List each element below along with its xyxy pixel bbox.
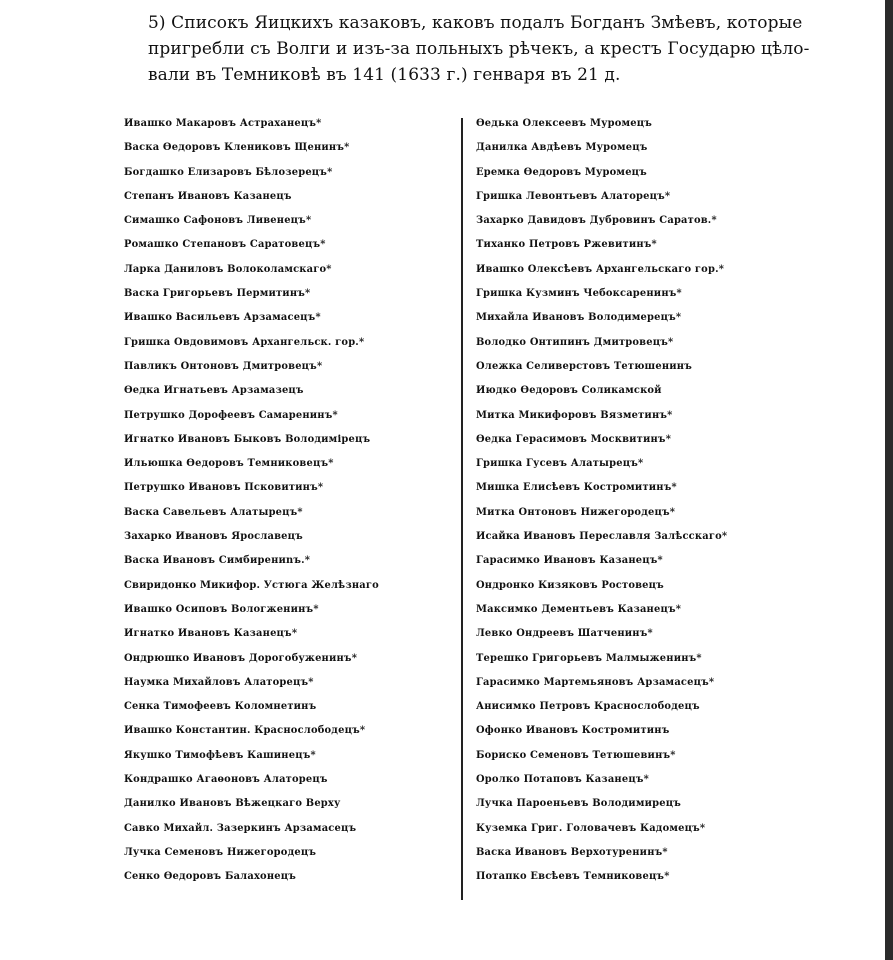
right-column-entry: Анисимко Петровъ Краснослободецъ xyxy=(476,701,700,713)
left-column-entry: Ѳедка Игнатьевъ Арзамазецъ xyxy=(124,385,304,397)
list-heading xyxy=(148,10,810,88)
left-column-entry: Наумка Михайловъ Алаторецъ* xyxy=(124,676,314,688)
right-column-entry: Левко Ондреевъ Шатченинъ* xyxy=(476,628,653,640)
right-column-entry: Лучка Пароеньевъ Володимирецъ xyxy=(476,798,681,810)
left-column-entry: Игнатко Ивановъ Казанецъ* xyxy=(124,628,298,640)
left-column-entry: Петрушко Ивановъ Псковитинъ* xyxy=(124,482,324,494)
right-column-entry: Васка Ивановъ Верхотуренинъ* xyxy=(476,846,668,858)
left-column-entry: Ивашко Осиповъ Вологженинъ* xyxy=(124,603,319,615)
left-column-entry: Степанъ Ивановъ Казанецъ xyxy=(124,190,292,202)
left-column-entry: Ларка Даниловъ Волоколамскаго* xyxy=(124,263,332,275)
right-column-entry: Данилка Авдѣевъ Муромецъ xyxy=(476,142,648,154)
left-column-entry: Васка Ѳедоровъ Клениковъ Щенинъ* xyxy=(124,142,350,154)
left-column-entry: Богдашко Елизаровъ Бѣлозерецъ* xyxy=(124,166,333,178)
right-column-entry: Ѳедька Олексеевъ Муромецъ xyxy=(476,118,653,129)
right-column-entry: Гришка Гусевъ Алатырецъ* xyxy=(476,458,644,470)
right-column-entry: Гришка Кузминъ Чебоксаренинъ* xyxy=(476,288,682,300)
right-column-entry: Еремка Ѳедоровъ Муромецъ xyxy=(476,166,647,178)
left-column-entry: Лучка Семеновъ Нижегородецъ xyxy=(124,846,317,858)
right-column-entry: Гришка Левонтьевъ Алаторецъ* xyxy=(476,190,671,202)
column-divider xyxy=(461,118,463,900)
right-column-entry: Терешко Григорьевъ Малмыженинъ* xyxy=(476,652,702,664)
name-list xyxy=(124,112,814,912)
scan-edge xyxy=(885,0,893,960)
left-column-entry: Савко Михайл. Зазеркинъ Арзамасецъ xyxy=(124,822,357,834)
left-column-entry: Васка Григорьевъ Пермитинъ* xyxy=(124,288,311,300)
left-column-entry: Сенко Ѳедоровъ Балахонецъ xyxy=(124,871,296,883)
left-column-entry: Петрушко Дорофеевъ Самаренинъ* xyxy=(124,409,338,421)
right-column-entry: Олежка Селиверстовъ Тетюшенинъ xyxy=(476,360,692,372)
right-column-entry: Володко Онтипинъ Дмитровецъ* xyxy=(476,336,674,348)
right-column-entry: Гарасимко Мартемьяновъ Арзамасецъ* xyxy=(476,676,715,688)
left-column-entry: Ивашко Макаровъ Астраханецъ* xyxy=(124,118,322,129)
left-column-entry: Якушко Тимофѣевъ Кашинецъ* xyxy=(124,749,316,761)
left-column-entry: Васка Ивановъ Симбирениnъ.* xyxy=(124,555,311,567)
right-column-entry: Захарко Давидовъ Дубровинъ Саратов.* xyxy=(476,215,717,227)
left-column-entry: Захарко Ивановъ Ярославецъ xyxy=(124,531,303,543)
right-column-entry: Митка Микифоровъ Вязметинъ* xyxy=(476,409,673,421)
left-column-entry: Ильюшка Ѳедоровъ Темниковецъ* xyxy=(124,458,334,470)
right-column-entry: Михайла Ивановъ Володимерецъ* xyxy=(476,312,682,324)
right-column-entry: Ѳедка Герасимовъ Москвитинъ* xyxy=(476,433,672,445)
right-column-entry: Тиханко Петровъ Ржевитинъ* xyxy=(476,239,657,251)
heading-line-1: 5) Списокъ Яицкихъ казаковъ, каковъ подалъ Богданъ Змѣевъ, которые xyxy=(148,13,803,33)
left-column-entry: Павликъ Онтоновъ Дмитровецъ* xyxy=(124,360,323,372)
right-column-entry: Исайка Ивановъ Переславля Залѣсскаго* xyxy=(476,531,728,543)
left-column-entry: Васка Савельевъ Алатырецъ* xyxy=(124,506,303,518)
right-column-entry: Офонко Ивановъ Костромитинъ xyxy=(476,725,670,737)
left-column-entry: Ивашко Васильевъ Арзамасецъ* xyxy=(124,312,321,324)
left-column-entry: Игнатко Ивановъ Быковъ Володимірецъ xyxy=(124,433,371,445)
right-column-entry: Митка Онтоновъ Нижегородецъ* xyxy=(476,506,676,518)
right-column-entry: Бориско Семеновъ Тетюшевинъ* xyxy=(476,749,676,761)
left-column xyxy=(124,112,464,890)
right-column-entry: Мишка Елисѣевъ Костромитинъ* xyxy=(476,482,677,494)
heading-line-3: вали въ Темниковѣ въ 141 (1633 г.) генваря въ 21 д. xyxy=(148,65,621,85)
left-column-entry: Свиридонко Микифор. Устюга Желѣзнаго xyxy=(124,579,379,591)
right-column-entry: Гарасимко Ивановъ Казанецъ* xyxy=(476,555,663,567)
left-column-entry: Сенка Тимофеевъ Коломнетинъ xyxy=(124,701,317,713)
right-column-entry: Ивашко Олексѣевъ Архангельскаго гор.* xyxy=(476,263,725,275)
right-column-entry: Максимко Дементьевъ Казанецъ* xyxy=(476,603,682,615)
left-column-entry: Ондрюшко Ивановъ Дорогобуженинъ* xyxy=(124,652,358,664)
right-column-entry: Ондронко Кизяковъ Ростовецъ xyxy=(476,579,664,591)
right-column-entry: Оролко Потаповъ Казанецъ* xyxy=(476,774,649,786)
right-column-entry: Куземка Григ. Головачевъ Кадомецъ* xyxy=(476,822,706,834)
left-column-entry: Гришка Овдовимовъ Архангельск. гор.* xyxy=(124,336,365,348)
left-column-entry: Симашко Сафоновъ Ливенецъ* xyxy=(124,215,312,227)
right-column-entry: Июдко Ѳедоровъ Соликамской xyxy=(476,385,662,397)
right-column xyxy=(466,112,816,890)
left-column-entry: Данилко Ивановъ Вѣжецкаго Верху xyxy=(124,798,341,810)
heading-line-2: пригребли съ Волги и изъ-за польныхъ рѣчекъ, а крестъ Государю цѣло- xyxy=(148,39,810,59)
left-column-entry: Ромашко Степановъ Саратовецъ* xyxy=(124,239,326,251)
left-column-entry: Кондрашко Агаѳоновъ Алаторецъ xyxy=(124,774,328,786)
right-column-entry: Потапко Евсѣевъ Темниковецъ* xyxy=(476,871,670,883)
left-column-entry: Ивашко Константин. Краснослободецъ* xyxy=(124,725,366,737)
